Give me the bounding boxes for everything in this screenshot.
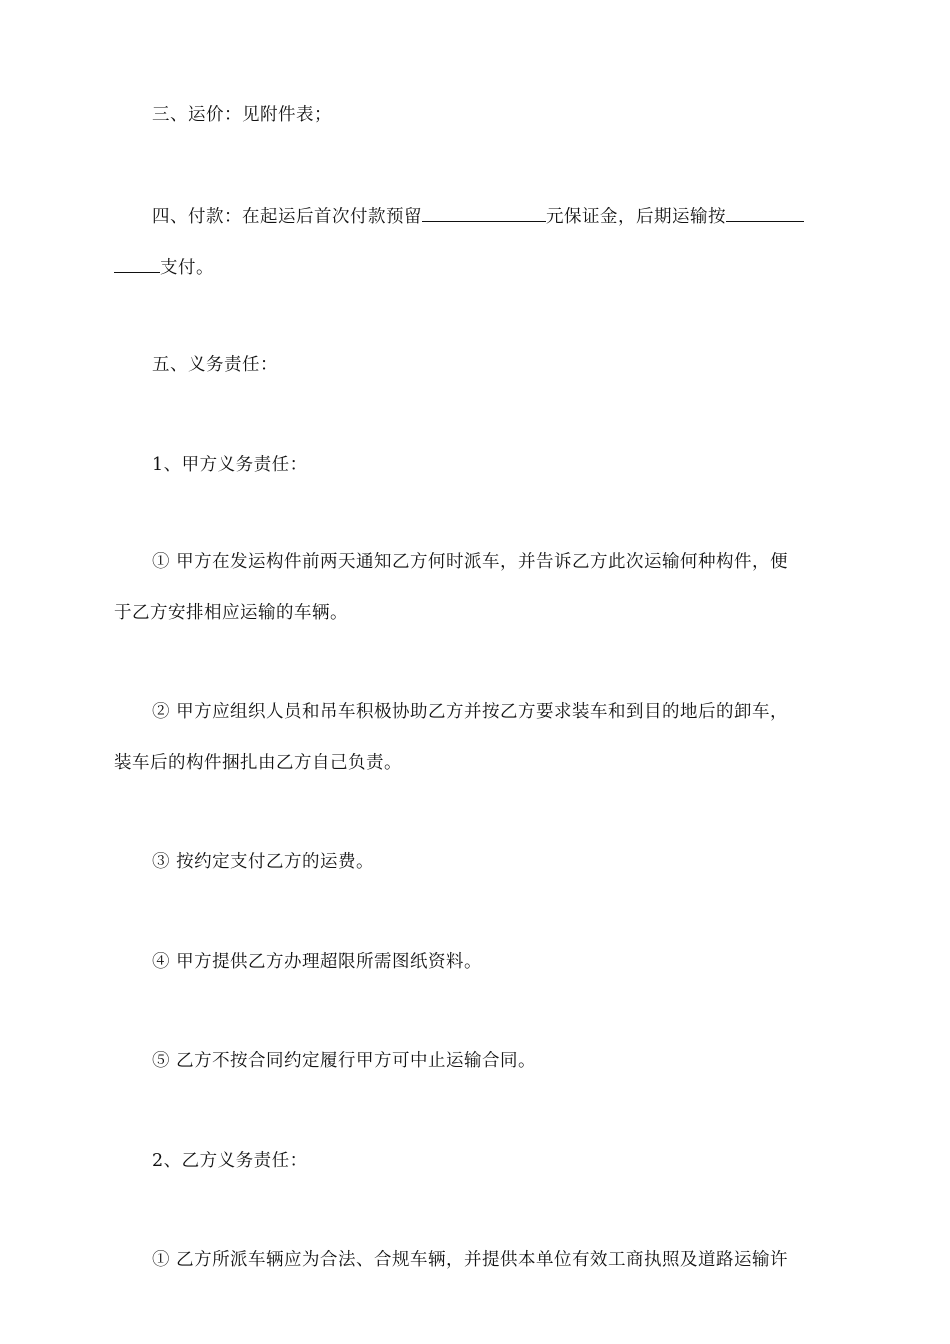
section-5-title: 五、义务责任：: [152, 355, 278, 375]
party-b-title: 2、乙方义务责任：: [152, 1151, 308, 1171]
payment-method-blank-2[interactable]: [114, 254, 160, 273]
party-a-title: 1、甲方义务责任：: [152, 455, 308, 475]
section-4-payment-line2: [114, 254, 838, 280]
payment-text-part3: 支付。: [160, 258, 214, 278]
party-a-item2-line2: 装车后的构件捆扎由乙方自己负责。: [114, 753, 402, 773]
party-a-item3: ③ 按约定支付乙方的运费。: [152, 852, 375, 872]
party-b-item1-line1: ① 乙方所派车辆应为合法、合规车辆，并提供本单位有效工商执照及道路运输许: [152, 1250, 789, 1270]
party-a-item5: ⑤ 乙方不按合同约定履行甲方可中止运输合同。: [152, 1051, 537, 1071]
party-a-item1-line2: 于乙方安排相应运输的车辆。: [114, 603, 348, 623]
section-4-payment-line1: [152, 203, 838, 229]
section-3-price: 三、运价：见附件表；: [152, 105, 332, 125]
party-a-item1-line1: ① 甲方在发运构件前两天通知乙方何时派车，并告诉乙方此次运输何种构件，便: [152, 552, 789, 572]
party-a-item4: ④ 甲方提供乙方办理超限所需图纸资料。: [152, 952, 483, 972]
payment-text-part1: 四、付款：在起运后首次付款预留: [152, 207, 422, 227]
payment-text-part2: 元保证金，后期运输按: [546, 207, 726, 227]
payment-method-blank-1[interactable]: [726, 203, 804, 222]
deposit-amount-blank[interactable]: [422, 203, 546, 222]
party-a-item2-line1: ② 甲方应组织人员和吊车积极协助乙方并按乙方要求装车和到目的地后的卸车，: [152, 702, 789, 722]
